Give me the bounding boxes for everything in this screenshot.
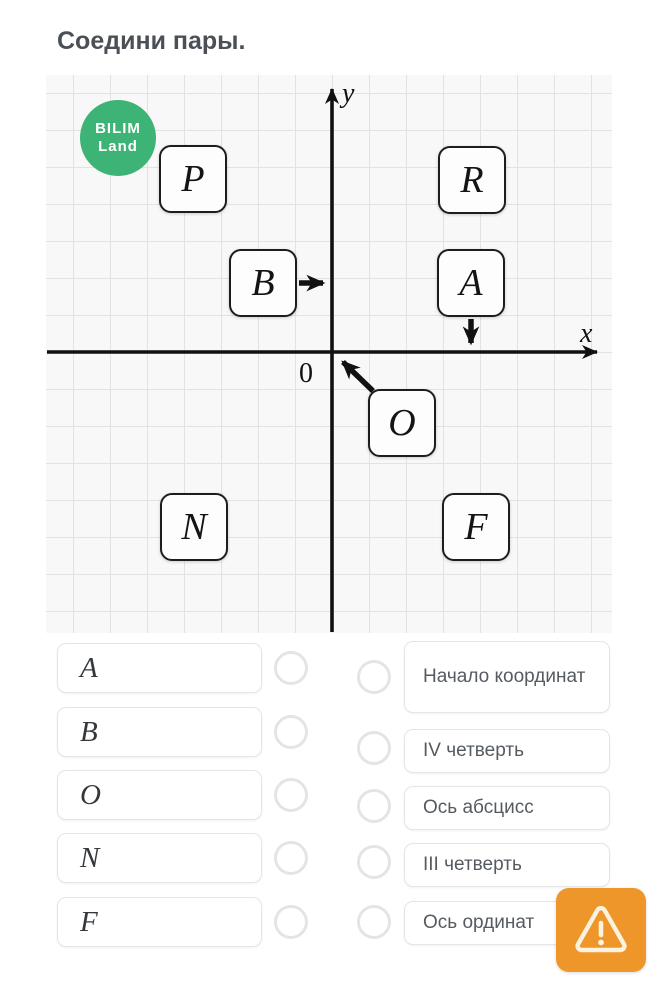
left-option-n-label: N: [80, 841, 100, 874]
warning-triangle-icon: [574, 906, 628, 954]
left-option-a-label: A: [80, 651, 98, 684]
left-option-o[interactable]: [57, 770, 262, 820]
arrow-o-to-origin: [343, 362, 373, 391]
bilimland-logo: [80, 100, 156, 176]
plane-box-r: [438, 146, 506, 214]
right-option-abscissa[interactable]: [404, 786, 610, 830]
radio-left-a[interactable]: [274, 651, 308, 685]
plane-box-b-label: B: [251, 262, 275, 304]
right-option-quadrant-iv[interactable]: [404, 729, 610, 773]
radio-left-n[interactable]: [274, 841, 308, 875]
right-option-origin-label: Начало координат: [423, 666, 586, 688]
coordinate-plane: [46, 75, 612, 633]
left-option-b[interactable]: [57, 707, 262, 757]
radio-right-ordinate[interactable]: [357, 905, 391, 939]
warning-button[interactable]: [556, 888, 646, 972]
logo-line1: BILIM: [95, 120, 141, 137]
left-option-n[interactable]: [57, 833, 262, 883]
right-option-quadrant-iv-label: IV четверть: [423, 740, 524, 762]
logo-line2: Land: [98, 138, 138, 155]
plane-box-n-label: N: [181, 506, 207, 548]
left-option-f[interactable]: [57, 897, 262, 947]
plane-box-f-label: F: [464, 506, 488, 548]
plane-box-r-label: R: [460, 159, 484, 201]
radio-right-quadrant-iii[interactable]: [357, 845, 391, 879]
y-axis-label: y: [342, 78, 355, 109]
radio-left-f[interactable]: [274, 905, 308, 939]
plane-box-p-label: P: [181, 158, 205, 200]
left-option-o-label: O: [80, 778, 101, 811]
radio-right-abscissa[interactable]: [357, 789, 391, 823]
radio-left-b[interactable]: [274, 715, 308, 749]
origin-label: 0: [299, 358, 313, 389]
left-option-a[interactable]: [57, 643, 262, 693]
radio-right-quadrant-iv[interactable]: [357, 731, 391, 765]
right-option-origin[interactable]: [404, 641, 610, 713]
left-option-b-label: B: [80, 715, 98, 748]
x-axis-label: x: [580, 318, 593, 349]
right-option-abscissa-label: Ось абсцисс: [423, 797, 534, 819]
right-option-quadrant-iii[interactable]: [404, 843, 610, 887]
right-option-ordinate-label: Ось ординат: [423, 912, 535, 934]
plane-box-o: [368, 389, 436, 457]
plane-box-f: [442, 493, 510, 561]
plane-box-b: [229, 249, 297, 317]
page-title: Соедини пары.: [57, 27, 246, 55]
plane-box-p: [159, 145, 227, 213]
plane-box-n: [160, 493, 228, 561]
right-option-quadrant-iii-label: III четверть: [423, 854, 522, 876]
plane-box-a-label: A: [459, 262, 483, 304]
radio-left-o[interactable]: [274, 778, 308, 812]
plane-box-a: [437, 249, 505, 317]
plane-box-o-label: O: [388, 402, 416, 444]
left-option-f-label: F: [80, 905, 98, 938]
radio-right-origin[interactable]: [357, 660, 391, 694]
